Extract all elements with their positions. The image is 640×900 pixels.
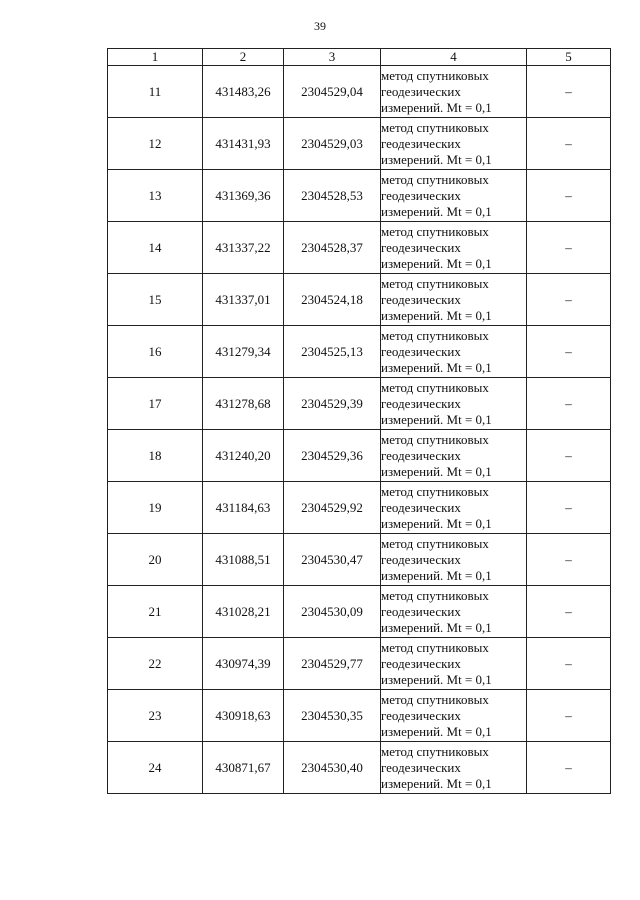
table-row xyxy=(108,430,611,482)
note-cell: – xyxy=(527,118,611,170)
note-cell: – xyxy=(527,274,611,326)
point-number-cell: 14 xyxy=(108,222,203,274)
y-coordinate-cell: 2304530,35 xyxy=(284,690,381,742)
point-number-cell: 23 xyxy=(108,690,203,742)
header-col-1: 1 xyxy=(108,49,203,66)
x-coordinate-cell: 431184,63 xyxy=(203,482,284,534)
method-line: измерений. Mt = 0,1 xyxy=(381,515,492,531)
header-col-5: 5 xyxy=(527,49,611,66)
table-body xyxy=(108,66,611,794)
method-line: метод спутниковых xyxy=(381,639,489,655)
table-row xyxy=(108,274,611,326)
table-row xyxy=(108,222,611,274)
x-coordinate-cell: 431278,68 xyxy=(203,378,284,430)
method-line: метод спутниковых xyxy=(381,171,489,187)
method-line: измерений. Mt = 0,1 xyxy=(381,99,492,115)
note-cell: – xyxy=(527,534,611,586)
y-coordinate-cell: 2304529,03 xyxy=(284,118,381,170)
y-coordinate-cell: 2304529,04 xyxy=(284,66,381,118)
method-cell xyxy=(381,326,527,378)
method-cell xyxy=(381,638,527,690)
method-cell xyxy=(381,378,527,430)
note-cell: – xyxy=(527,430,611,482)
table-row xyxy=(108,66,611,118)
x-coordinate-cell: 431028,21 xyxy=(203,586,284,638)
method-cell xyxy=(381,430,527,482)
y-coordinate-cell: 2304529,77 xyxy=(284,638,381,690)
x-coordinate-cell: 431483,26 xyxy=(203,66,284,118)
method-cell xyxy=(381,742,527,794)
note-cell: – xyxy=(527,690,611,742)
x-coordinate-cell: 431369,36 xyxy=(203,170,284,222)
method-line: метод спутниковых xyxy=(381,691,489,707)
header-row xyxy=(108,49,611,66)
y-coordinate-cell: 2304529,39 xyxy=(284,378,381,430)
y-coordinate-cell: 2304528,53 xyxy=(284,170,381,222)
point-number-cell: 21 xyxy=(108,586,203,638)
method-line: измерений. Mt = 0,1 xyxy=(381,359,492,375)
method-line: измерений. Mt = 0,1 xyxy=(381,723,492,739)
note-cell: – xyxy=(527,586,611,638)
point-number-cell: 16 xyxy=(108,326,203,378)
header-col-2: 2 xyxy=(203,49,284,66)
method-line: геодезических xyxy=(381,343,461,359)
method-cell xyxy=(381,482,527,534)
method-cell xyxy=(381,690,527,742)
method-line: метод спутниковых xyxy=(381,223,489,239)
point-number-cell: 15 xyxy=(108,274,203,326)
x-coordinate-cell: 430918,63 xyxy=(203,690,284,742)
method-line: геодезических xyxy=(381,447,461,463)
y-coordinate-cell: 2304530,09 xyxy=(284,586,381,638)
method-cell xyxy=(381,274,527,326)
method-line: измерений. Mt = 0,1 xyxy=(381,151,492,167)
table-row xyxy=(108,742,611,794)
method-cell xyxy=(381,586,527,638)
method-line: геодезических xyxy=(381,603,461,619)
y-coordinate-cell: 2304524,18 xyxy=(284,274,381,326)
method-line: метод спутниковых xyxy=(381,431,489,447)
table-row xyxy=(108,586,611,638)
method-line: измерений. Mt = 0,1 xyxy=(381,775,492,791)
method-line: метод спутниковых xyxy=(381,379,489,395)
x-coordinate-cell: 431431,93 xyxy=(203,118,284,170)
method-line: метод спутниковых xyxy=(381,327,489,343)
header-col-3: 3 xyxy=(284,49,381,66)
x-coordinate-cell: 431337,22 xyxy=(203,222,284,274)
x-coordinate-cell: 431337,01 xyxy=(203,274,284,326)
method-cell xyxy=(381,170,527,222)
table-row xyxy=(108,326,611,378)
note-cell: – xyxy=(527,378,611,430)
page-number: 39 xyxy=(314,19,326,33)
table-row xyxy=(108,690,611,742)
y-coordinate-cell: 2304530,47 xyxy=(284,534,381,586)
note-cell: – xyxy=(527,482,611,534)
method-line: измерений. Mt = 0,1 xyxy=(381,411,492,427)
table-row xyxy=(108,378,611,430)
header-col-4: 4 xyxy=(381,49,527,66)
note-cell: – xyxy=(527,742,611,794)
note-cell: – xyxy=(527,170,611,222)
table-header xyxy=(108,49,611,66)
point-number-cell: 18 xyxy=(108,430,203,482)
method-line: геодезических xyxy=(381,655,461,671)
table-row xyxy=(108,118,611,170)
method-line: измерений. Mt = 0,1 xyxy=(381,567,492,583)
table-row xyxy=(108,170,611,222)
point-number-cell: 12 xyxy=(108,118,203,170)
method-line: измерений. Mt = 0,1 xyxy=(381,619,492,635)
x-coordinate-cell: 430871,67 xyxy=(203,742,284,794)
x-coordinate-cell: 431279,34 xyxy=(203,326,284,378)
method-line: измерений. Mt = 0,1 xyxy=(381,203,492,219)
method-line: геодезических xyxy=(381,707,461,723)
point-number-cell: 13 xyxy=(108,170,203,222)
x-coordinate-cell: 431088,51 xyxy=(203,534,284,586)
method-line: метод спутниковых xyxy=(381,483,489,499)
note-cell: – xyxy=(527,638,611,690)
method-cell xyxy=(381,534,527,586)
method-cell xyxy=(381,66,527,118)
note-cell: – xyxy=(527,326,611,378)
method-line: геодезических xyxy=(381,83,461,99)
y-coordinate-cell: 2304530,40 xyxy=(284,742,381,794)
y-coordinate-cell: 2304529,92 xyxy=(284,482,381,534)
method-line: метод спутниковых xyxy=(381,275,489,291)
y-coordinate-cell: 2304528,37 xyxy=(284,222,381,274)
note-cell: – xyxy=(527,66,611,118)
note-cell: – xyxy=(527,222,611,274)
point-number-cell: 20 xyxy=(108,534,203,586)
method-line: метод спутниковых xyxy=(381,535,489,551)
method-line: метод спутниковых xyxy=(381,119,489,135)
method-cell xyxy=(381,118,527,170)
method-line: метод спутниковых xyxy=(381,67,489,83)
point-number-cell: 17 xyxy=(108,378,203,430)
method-line: геодезических xyxy=(381,291,461,307)
y-coordinate-cell: 2304525,13 xyxy=(284,326,381,378)
y-coordinate-cell: 2304529,36 xyxy=(284,430,381,482)
point-number-cell: 19 xyxy=(108,482,203,534)
method-line: геодезических xyxy=(381,759,461,775)
table-row xyxy=(108,638,611,690)
method-line: измерений. Mt = 0,1 xyxy=(381,463,492,479)
method-line: геодезических xyxy=(381,239,461,255)
point-number-cell: 22 xyxy=(108,638,203,690)
point-number-cell: 11 xyxy=(108,66,203,118)
method-cell xyxy=(381,222,527,274)
method-line: измерений. Mt = 0,1 xyxy=(381,307,492,323)
method-line: измерений. Mt = 0,1 xyxy=(381,255,492,271)
method-line: геодезических xyxy=(381,187,461,203)
method-line: геодезических xyxy=(381,499,461,515)
method-line: метод спутниковых xyxy=(381,743,489,759)
method-line: метод спутниковых xyxy=(381,587,489,603)
x-coordinate-cell: 431240,20 xyxy=(203,430,284,482)
point-number-cell: 24 xyxy=(108,742,203,794)
coordinates-table xyxy=(107,48,611,794)
method-line: измерений. Mt = 0,1 xyxy=(381,671,492,687)
method-line: геодезических xyxy=(381,395,461,411)
x-coordinate-cell: 430974,39 xyxy=(203,638,284,690)
table-row xyxy=(108,482,611,534)
table-row xyxy=(108,534,611,586)
method-line: геодезических xyxy=(381,135,461,151)
method-line: геодезических xyxy=(381,551,461,567)
